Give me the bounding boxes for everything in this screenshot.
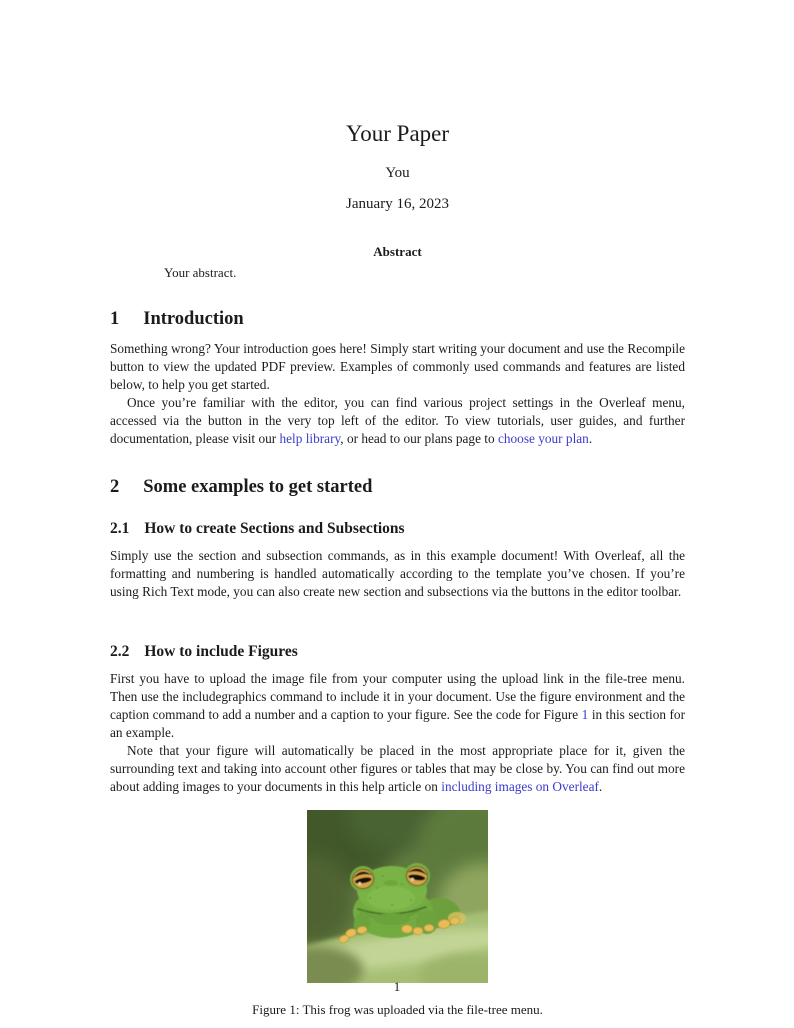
subsection-2-1-title: How to create Sections and Subsections [144, 519, 405, 537]
section-1-title: Introduction [143, 309, 244, 329]
text-run: Once you’re familiar with the editor, you can find various project settings in the Overleaf menu, accessed via the button in the very top left of the editor. To view tutorials, user guides, and further documentation, please visit our [110, 395, 685, 447]
section-1-heading [110, 308, 685, 330]
figure-1-reference-link[interactable]: 1 [581, 707, 589, 723]
including-images-on-overleaf-link[interactable]: including images on Overleaf [441, 779, 599, 795]
text-run: Note that your figure will automatically be placed in the most appropriate place for it, given the surrounding text and taking into account other figures or tables that may be close by. You can find out more about adding images to your documents in this help article on [110, 743, 685, 795]
text-run: . [588, 431, 593, 447]
intro-paragraph-1: Something wrong? Your introduction goes here! Simply start writing your document and use the Recompile button to view the updated PDF preview. Examples of commonly used commands and features are listed below, to help you get started. [110, 341, 685, 393]
subsection-2-2-paragraph-2 [110, 742, 685, 796]
frog-photo [307, 810, 488, 983]
text-run: , or head to our plans page to [340, 431, 498, 447]
section-2-heading [110, 476, 685, 498]
subsection-2-1-heading [110, 519, 685, 538]
paper-author: You [385, 165, 410, 181]
text-run: . [598, 779, 603, 795]
subsection-2-1-number: 2.1 [110, 519, 130, 537]
help-library-link[interactable]: help library [279, 431, 341, 447]
subsection-2-2-paragraph-1 [110, 670, 685, 742]
page-number: 1 [393, 979, 401, 994]
intro-paragraph-2 [110, 394, 685, 448]
paper-date: January 16, 2023 [346, 196, 449, 212]
section-1-number: 1 [110, 309, 120, 329]
abstract-text: Your abstract. [164, 265, 237, 280]
subsection-2-2-heading [110, 642, 685, 661]
figure-1-caption: Figure 1: This frog was uploaded via the file-tree menu. [252, 1001, 543, 1017]
text-run: in this section for an example. [110, 707, 685, 741]
section-2-title: Some examples to get started [143, 476, 373, 497]
subsection-2-2-number: 2.2 [110, 642, 130, 660]
subsection-2-2-title: How to include Figures [144, 642, 298, 660]
text-run: First you have to upload the image file from your computer using the upload link in the file-tree menu. Then use the includegraphics command to include it in your document. Use the figure environment and the caption command to add a number and a caption to your figure. See the code for Figure [110, 670, 685, 723]
choose-your-plan-link[interactable]: choose your plan [497, 431, 589, 447]
subsection-2-1-paragraph: Simply use the section and subsection commands, as in this example document! With Overleaf, all the formatting and numbering is handled automatically according to the template you’ve chosen. If you’re using Rich Text mode, you can also create new section and subsections via the buttons in the editor toolbar. [110, 547, 685, 599]
abstract-heading: Abstract [373, 244, 422, 259]
section-2-number: 2 [110, 476, 120, 497]
paper-title: Your Paper [345, 121, 450, 146]
